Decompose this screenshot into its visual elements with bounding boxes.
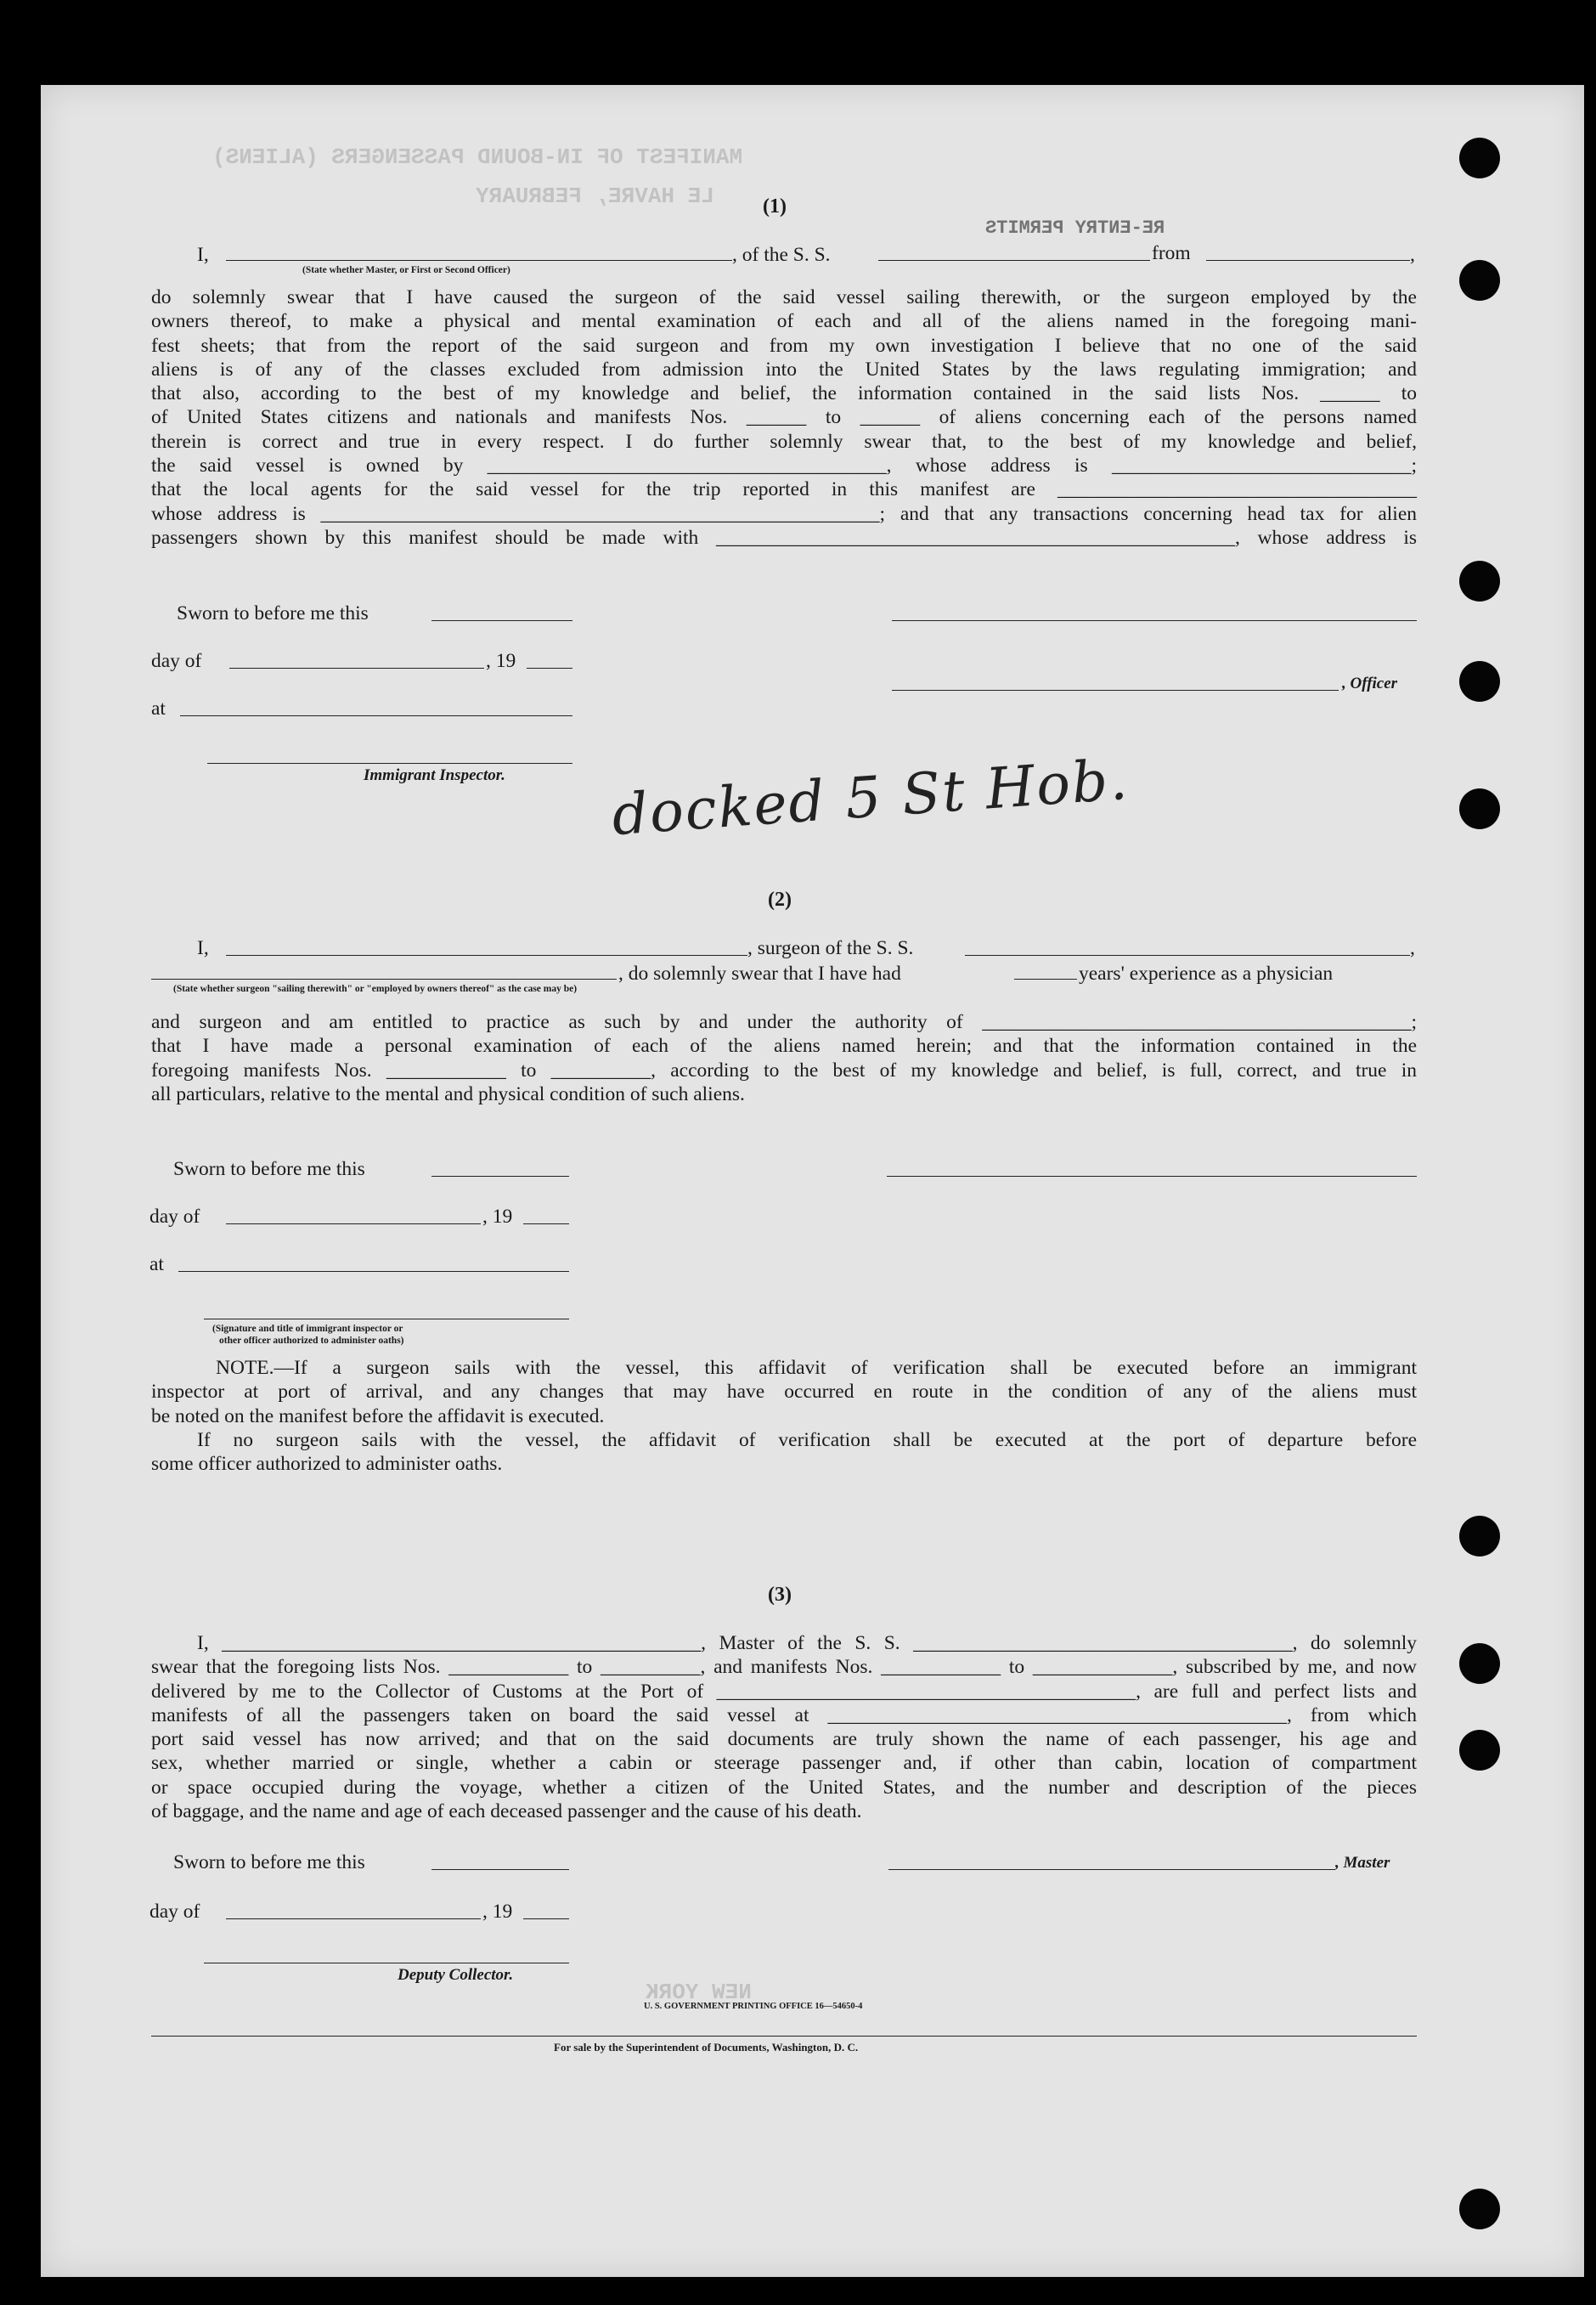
year-line[interactable] <box>523 1223 569 1224</box>
body-line: port said vessel has now arrived; and that on the said documents are truly shown the name of each passenger, his age and <box>151 1728 1417 1751</box>
swear-experience-label: , do solemnly swear that I have had <box>618 963 901 985</box>
deputy-title: Deputy Collector. <box>398 1966 514 1984</box>
handwritten-note: docked 5 St Hob. <box>610 746 1131 849</box>
surgeon-name-line[interactable] <box>226 955 747 956</box>
at-line[interactable] <box>178 1271 569 1272</box>
at-line[interactable] <box>180 715 572 716</box>
bleed-through-line: LE HAVRE, FEBRUARY <box>476 184 714 209</box>
printing-office-imprint: U. S. GOVERNMENT PRINTING OFFICE 16—54650-4 <box>644 2002 863 2011</box>
year-line[interactable] <box>523 1918 569 1919</box>
officer-signature-line[interactable] <box>892 620 1417 621</box>
note-line: be noted on the manifest before the affidavit is executed. <box>151 1404 605 1427</box>
note-line: some officer authorized to administer oaths. <box>151 1453 503 1476</box>
section1-body <box>151 285 1417 550</box>
body-line: the said vessel is owned by ________________________________________, whose address is ______________________________; <box>151 455 1417 477</box>
day-of-label: day of <box>149 1206 200 1228</box>
surgeon-caption: (State whether surgeon "sailing therewith" or "employed by owners thereof" as the case may be) <box>173 984 578 994</box>
body-line: fest sheets; that from the report of the said surgeon and from my own investigation I believe that no one of the said <box>151 334 1417 357</box>
inspector-title: Immigrant Inspector. <box>364 766 505 784</box>
body-line: do solemnly swear that I have caused the surgeon of the said vessel sailing therewith, or the surgeon employed by the <box>151 286 1417 308</box>
body-line: that I have made a personal examination of each of the aliens named herein; and that the information contained in the <box>151 1035 1417 1058</box>
for-sale-notice: For sale by the Superintendent of Documents, Washington, D. C. <box>554 2041 859 2054</box>
body-line: passengers shown by this manifest should be made with ____________________________________________________, whose address is <box>151 526 1417 549</box>
surgeon-status-line[interactable] <box>151 979 617 980</box>
day-of-label: day of <box>151 650 202 672</box>
officer-caption: (State whether Master, or First or Second Officer) <box>302 265 510 275</box>
punch-hole <box>1459 260 1500 301</box>
body-line: that the local agents for the said vessel for the trip reported in this manifest are ____________________________________ <box>151 478 1417 501</box>
punch-hole <box>1459 1643 1500 1684</box>
bleed-through-line: NEW YORK <box>646 1980 752 2005</box>
body-line: I, ________________________________________________, Master of the S. S. ______________________________________, do solemnly <box>197 1632 1417 1654</box>
punch-hole <box>1459 138 1500 178</box>
footer-divider <box>151 2036 1417 2037</box>
day-of-line[interactable] <box>226 1918 481 1919</box>
section2-body <box>151 1010 1417 1106</box>
note-line: NOTE.—If a surgeon sails with the vessel, this affidavit of verification shall be executed before an immigrant <box>216 1357 1417 1379</box>
body-line: whose address is ________________________________________________________; and that any transactions concerning head tax for alien <box>151 502 1417 525</box>
body-line: foregoing manifests Nos. ____________ to __________, according to the best of my knowledge and belief, is full, correct, and true in <box>151 1059 1417 1082</box>
line-end-comma: , <box>1410 937 1415 959</box>
inspector-signature-line[interactable] <box>207 763 572 764</box>
sworn-date-line[interactable] <box>431 1176 569 1177</box>
master-title: , Master <box>1335 1854 1390 1872</box>
year-label: , 19 <box>486 650 516 672</box>
master-signature-line[interactable] <box>888 1869 1335 1870</box>
punch-hole <box>1459 788 1500 829</box>
surgeon-vessel-line[interactable] <box>965 955 1410 956</box>
line-end-comma: , <box>1410 244 1415 266</box>
note-line: inspector at port of arrival, and any changes that may have occurred en route in the condition of any of the aliens must <box>151 1381 1417 1404</box>
body-line: delivered by me to the Collector of Customs at the Port of __________________________________________, are full and perfect lists and <box>151 1680 1417 1703</box>
officer-name-line[interactable] <box>226 260 732 261</box>
body-line: that also, according to the best of my knowledge and belief, the information contained in the said lists Nos. ______ to <box>151 382 1417 405</box>
day-of-line[interactable] <box>229 668 484 669</box>
body-line: and surgeon and am entitled to practice as such by and under the authority of ___________________________________________; <box>151 1011 1417 1033</box>
officer-title-line[interactable] <box>892 690 1339 691</box>
at-label: at <box>149 1253 164 1275</box>
section-number: (2) <box>768 889 792 911</box>
section-number: (3) <box>768 1584 792 1606</box>
body-line: swear that the foregoing lists Nos. ____________ to __________, and manifests Nos. ____________ to ______________, subscribed by me, and now <box>151 1656 1417 1679</box>
signature-caption: other officer authorized to administer oaths) <box>219 1336 404 1346</box>
year-line[interactable] <box>527 668 572 669</box>
section3-body <box>151 1631 1417 1823</box>
from-label: from <box>1152 242 1191 264</box>
at-label: at <box>151 698 166 720</box>
sworn-date-line[interactable] <box>431 1869 569 1870</box>
port-from-line[interactable] <box>1206 260 1410 261</box>
year-label: , 19 <box>482 1901 513 1923</box>
year-label: , 19 <box>482 1206 513 1228</box>
body-line: of baggage, and the name and age of each deceased passenger and the cause of his death. <box>151 1800 862 1823</box>
body-line: all particulars, relative to the mental and physical condition of such aliens. <box>151 1082 745 1105</box>
signature-caption: (Signature and title of immigrant inspector or <box>212 1324 403 1334</box>
stamp-top-right: RE-ENTRY PERMITS <box>985 218 1165 239</box>
vessel-name-line[interactable] <box>878 260 1150 261</box>
punch-hole <box>1459 561 1500 602</box>
body-line: owners thereof, to make a physical and mental examination of each and all of the aliens named in the foregoing mani- <box>151 310 1417 333</box>
pronoun-i: I, <box>197 937 209 959</box>
day-of-label: day of <box>149 1901 200 1923</box>
body-line: of United States citizens and nationals and manifests Nos. ______ to ______ of aliens concerning each of the persons named <box>151 406 1417 429</box>
punch-hole <box>1459 1516 1500 1556</box>
sworn-date-line[interactable] <box>431 620 572 621</box>
bleed-through-title: MANIFEST OF IN-BOUND PASSENGERS (ALIENS) <box>212 144 743 170</box>
officer-title: , Officer <box>1342 675 1398 692</box>
day-of-line[interactable] <box>226 1223 481 1224</box>
of-the-ss-label: , of the S. S. <box>732 244 831 266</box>
body-line: sex, whether married or single, whether a cabin or steerage passenger and, if other than cabin, location of compartment <box>151 1752 1417 1775</box>
punch-hole <box>1459 2189 1500 2229</box>
sworn-label: Sworn to before me this <box>173 1851 365 1873</box>
note-line: If no surgeon sails with the vessel, the affidavit of verification shall be executed at the port of departure before <box>197 1428 1417 1451</box>
body-line: aliens is of any of the classes excluded from admission into the United States by the laws regulating immigration; and <box>151 358 1417 381</box>
sworn-label: Sworn to before me this <box>173 1158 365 1180</box>
body-line: therein is correct and true in every respect. I do further solemnly swear that, to the best of my knowledge and belief, <box>151 430 1417 453</box>
punch-hole <box>1459 661 1500 702</box>
note-paragraph <box>151 1356 1417 1476</box>
section-number: (1) <box>763 195 787 218</box>
surgeon-of-label: , surgeon of the S. S. <box>747 937 914 959</box>
years-line[interactable] <box>1014 979 1077 980</box>
surgeon-signature-line[interactable] <box>887 1176 1417 1177</box>
pronoun-i: I, <box>197 244 209 266</box>
punch-hole <box>1459 1730 1500 1771</box>
sworn-label: Sworn to before me this <box>177 602 369 624</box>
years-experience-label: years' experience as a physician <box>1079 963 1334 985</box>
body-line: or space occupied during the voyage, whether a citizen of the United States, and the number and description of the pieces <box>151 1776 1417 1799</box>
body-line: manifests of all the passengers taken on board the said vessel at ______________________________________________, from which <box>151 1703 1417 1726</box>
